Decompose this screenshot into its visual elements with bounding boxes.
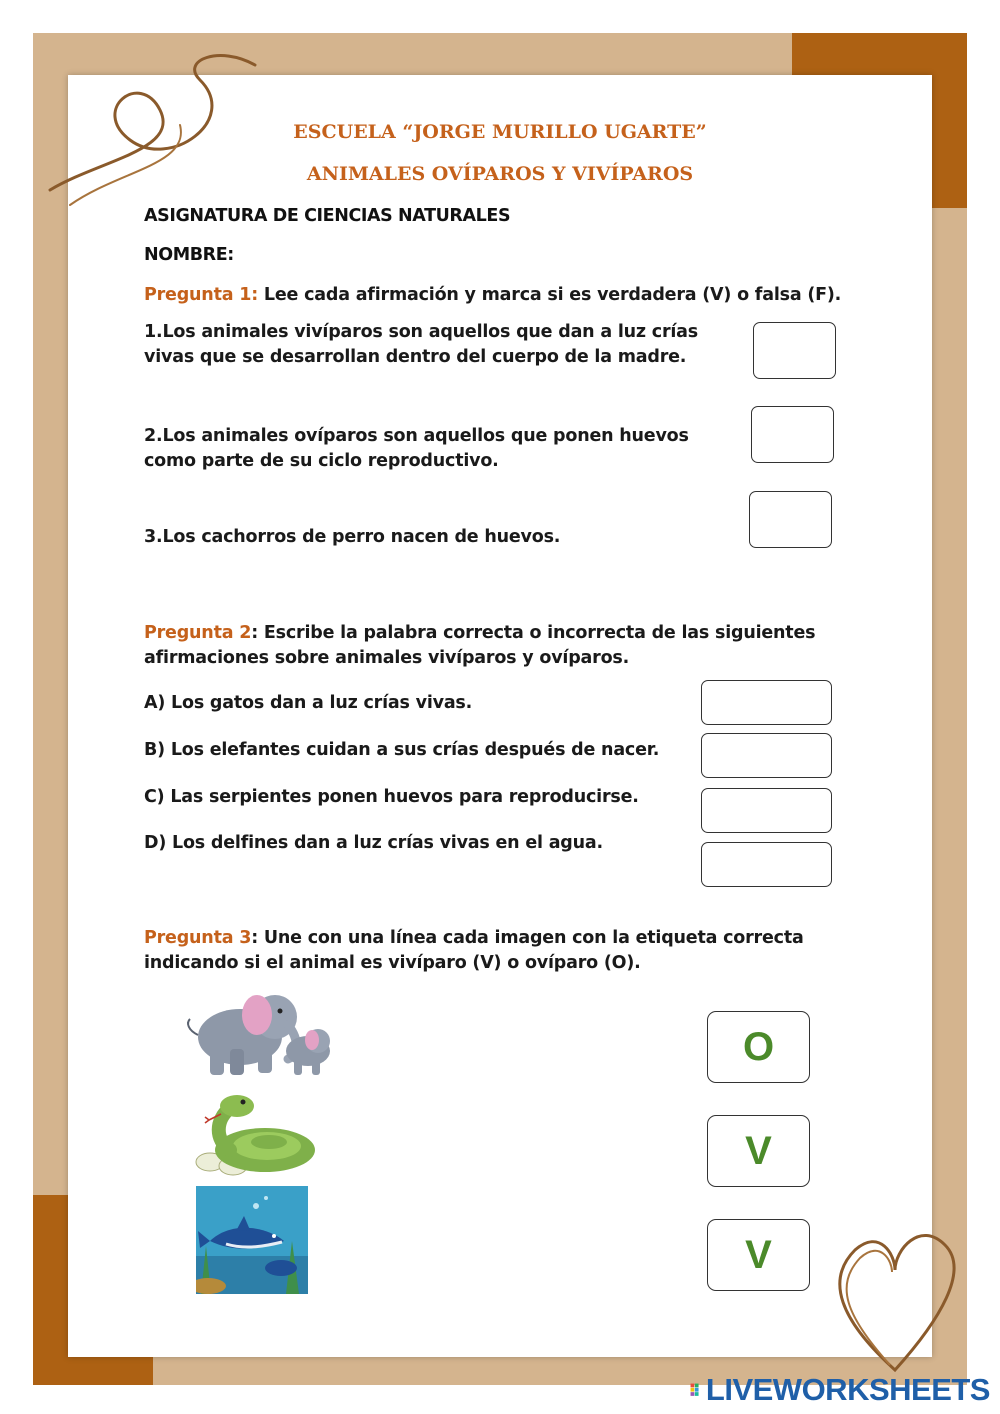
- question-3-text: : Une con una línea cada imagen con la etiqueta correcta: [251, 928, 804, 948]
- question-2-lead: Pregunta 2: [144, 623, 252, 643]
- snake-image[interactable]: [185, 1090, 325, 1180]
- q2-item-text: Las serpientes ponen huevos para reproducirse.: [164, 787, 639, 807]
- q1-item-text: Los cachorros de perro nacen de huevos.: [162, 527, 561, 547]
- name-label: NOMBRE:: [144, 245, 234, 265]
- q1-item-text-continued: vivas que se desarrollan dentro del cuerpo de la madre.: [144, 347, 687, 367]
- brand-name: LIVEWORKSHEETS: [705, 1372, 990, 1407]
- q2-item-letter: A): [144, 693, 166, 713]
- q3-label-box-2[interactable]: V: [707, 1115, 810, 1187]
- topic-title: ANIMALES OVÍPAROS Y VIVÍPAROS: [306, 163, 694, 185]
- question-1-lead: Pregunta 1:: [144, 285, 259, 305]
- q1-statement-3: [144, 525, 560, 550]
- question-3-instruction: [144, 926, 804, 976]
- q3-label-box-3[interactable]: V: [707, 1219, 810, 1291]
- q2-answer-box-a[interactable]: [701, 680, 832, 725]
- liveworksheets-mark-icon: [690, 1376, 704, 1404]
- q2-item-text: Los elefantes cuidan a sus crías después de nacer.: [164, 740, 660, 760]
- heart-decoration-icon: [820, 1210, 970, 1380]
- q2-item-letter: C): [144, 787, 165, 807]
- q2-item-letter: D): [144, 833, 167, 853]
- q1-answer-box-2[interactable]: [751, 406, 834, 463]
- subject-label: ASIGNATURA DE CIENCIAS NATURALES: [144, 206, 511, 226]
- q1-item-number: 2.: [144, 426, 163, 446]
- question-1-instruction: [144, 283, 841, 308]
- liveworksheets-logo: [690, 1372, 990, 1408]
- q2-statement-c: [144, 785, 639, 810]
- question-1-text: Lee cada afirmación y marca si es verdadera (V) o falsa (F).: [258, 285, 842, 305]
- question-2-text: : Escribe la palabra correcta o incorrecta de las siguientes: [251, 623, 816, 643]
- q1-item-text-continued: como parte de su ciclo reproductivo.: [144, 451, 499, 471]
- q1-answer-box-1[interactable]: [753, 322, 836, 379]
- q2-answer-box-d[interactable]: [701, 842, 832, 887]
- question-3-lead: Pregunta 3: [144, 928, 252, 948]
- q1-item-number: 1.: [144, 322, 163, 342]
- q1-item-text: Los animales ovíparos son aquellos que ponen huevos: [162, 426, 689, 446]
- question-2-instruction: [144, 621, 815, 671]
- q1-item-number: 3.: [144, 527, 163, 547]
- q1-answer-box-3[interactable]: [749, 491, 832, 548]
- q1-item-text: Los animales vivíparos son aquellos que dan a luz crías: [162, 322, 698, 342]
- q2-statement-b: [144, 738, 659, 763]
- q2-item-text: Los delfines dan a luz crías vivas en el agua.: [166, 833, 603, 853]
- q1-statement-1: [144, 320, 698, 370]
- q2-statement-d: [144, 831, 603, 856]
- question-3-text-continued: indicando si el animal es vivíparo (V) o ovíparo (O).: [144, 953, 641, 973]
- dolphin-image[interactable]: [196, 1186, 308, 1294]
- q2-item-text: Los gatos dan a luz crías vivas.: [165, 693, 473, 713]
- question-2-text-continued: afirmaciones sobre animales vivíparos y ovíparos.: [144, 648, 630, 668]
- q2-answer-box-c[interactable]: [701, 788, 832, 833]
- q2-answer-box-b[interactable]: [701, 733, 832, 778]
- q2-item-letter: B): [144, 740, 165, 760]
- school-title: ESCUELA “JORGE MURILLO UGARTE”: [293, 121, 707, 143]
- elephant-image[interactable]: [180, 985, 345, 1080]
- q1-statement-2: [144, 424, 689, 474]
- q2-statement-a: [144, 691, 472, 716]
- q3-label-box-1[interactable]: O: [707, 1011, 810, 1083]
